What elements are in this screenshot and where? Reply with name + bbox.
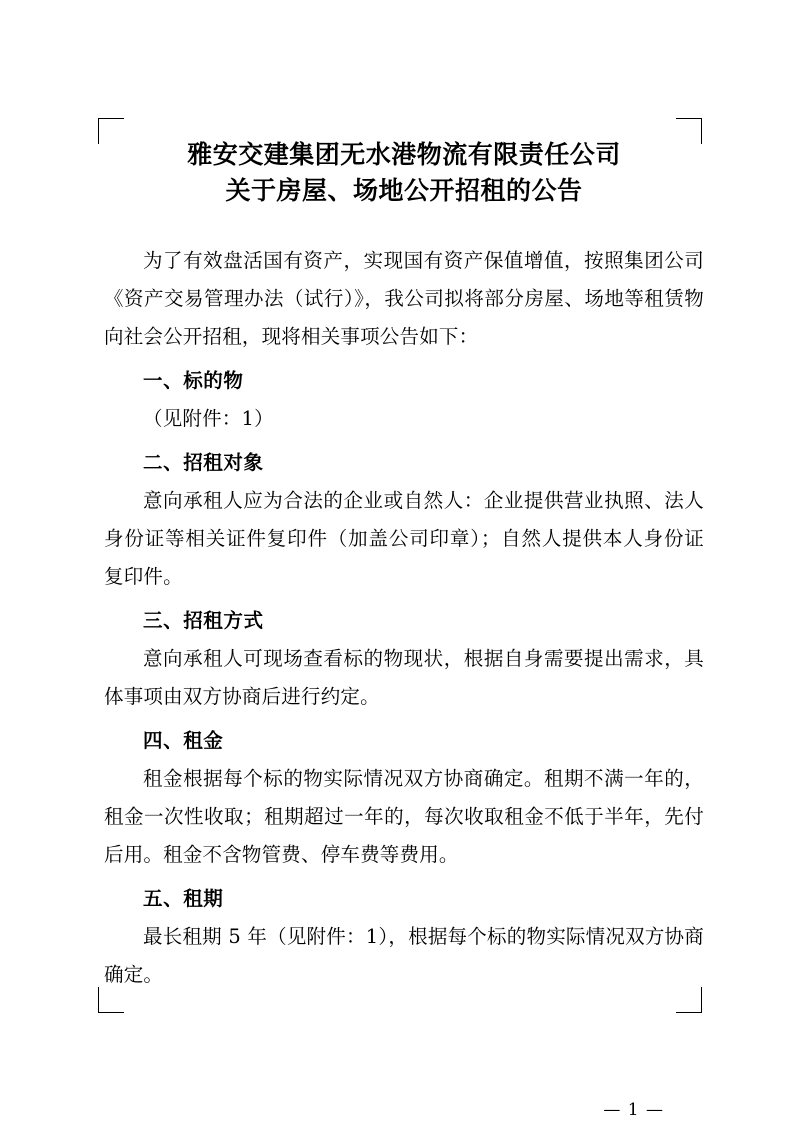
section-body-5: 最长租期 5 年（见附件：1），根据每个标的物实际情况双方协商确定。 bbox=[104, 925, 704, 987]
section-heading-1: 一、标的物 bbox=[143, 369, 244, 393]
section-body-2: 意向承租人应为合法的企业或自然人：企业提供营业执照、法人身份证等相关证件复印件（加盖公司印章）；自然人提供本人身份证复印件。 bbox=[104, 489, 704, 589]
title-line-2: 关于房屋、场地公开招租的公告 bbox=[225, 175, 583, 205]
section-heading-3: 三、招租方式 bbox=[143, 609, 264, 633]
section-body-1: （见附件：1） bbox=[143, 407, 274, 431]
intro-paragraph: 为了有效盘活国有资产，实现国有资产保值增值，按照集团公司《资产交易管理办法（试行）》，我公司拟将部分房屋、场地等租赁物向社会公开招租，现将相关事项公告如下： bbox=[104, 249, 704, 349]
section-heading-4: 四、租金 bbox=[143, 729, 224, 753]
page-title bbox=[104, 137, 704, 208]
document-content bbox=[104, 125, 704, 1120]
section-body-4: 租金根据每个标的物实际情况双方协商确定。租期不满一年的，租金一次性收取；租期超过一年的，每次收取租金不低于半年，先付后用。租金不含物管费、停车费等费用。 bbox=[104, 767, 704, 867]
section-heading-2: 二、招租对象 bbox=[143, 451, 264, 475]
document-body bbox=[104, 242, 704, 994]
section-heading-5: 五、租期 bbox=[143, 887, 224, 911]
section-body-3: 意向承租人可现场查看标的物现状，根据自身需要提出需求，具体事项由双方协商后进行约定。 bbox=[104, 647, 704, 709]
page-number: — 1 — bbox=[603, 1100, 664, 1120]
title-line-1: 雅安交建集团无水港物流有限责任公司 bbox=[187, 140, 621, 169]
